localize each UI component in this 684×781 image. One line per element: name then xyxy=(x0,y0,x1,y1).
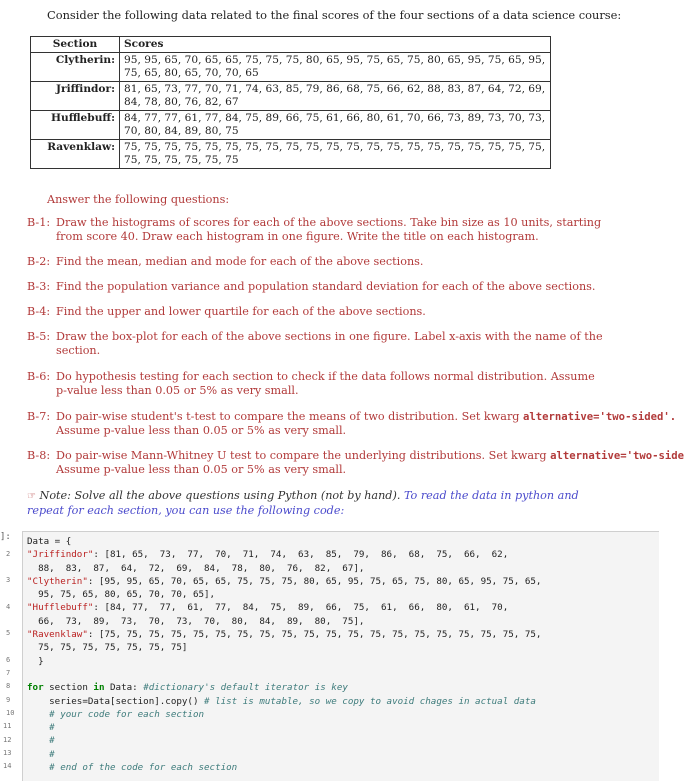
code-line: } xyxy=(27,655,44,667)
code-line xyxy=(27,668,541,681)
scores-cell: 81, 65, 73, 77, 70, 71, 74, 63, 85, 79, 86, 68, 75, 66, 62, 88, 83, 87, 64, 72, 69, 84, 78, 80, 76, 82, 67 xyxy=(120,82,551,111)
code-cell[interactable] xyxy=(22,531,659,781)
table-row xyxy=(31,53,551,82)
code-line: # end of the code for each section xyxy=(27,762,238,774)
scores-table xyxy=(30,36,551,169)
code-line: 95, 75, 65, 80, 65, 70, 70, 65], xyxy=(27,589,216,601)
table-row xyxy=(31,111,551,140)
code-line: 66, 73, 89, 73, 70, 73, 70, 80, 84, 89, 80, 75], xyxy=(27,615,365,627)
code-line: series=Data[section].copy() # list is mutable, so we copy to avoid chages in actual data xyxy=(27,695,536,707)
question-b6: B-6: Do hypothesis testing for each section to check if the data follows normal distribution. Assume p-value less than 0.05 or 5% as very small. xyxy=(27,370,595,397)
code-line: "Hufflebuff": [84, 77, 77, 61, 77, 84, 75, 89, 66, 75, 61, 66, 80, 61, 70, xyxy=(27,602,509,614)
code-line: # xyxy=(27,722,55,734)
table-row xyxy=(31,82,551,111)
scores-cell: 95, 95, 65, 70, 65, 65, 75, 75, 75, 80, 65, 95, 75, 65, 75, 80, 65, 95, 75, 65, 95, 75, 65, 80, 65, 70, 70, 65 xyxy=(120,53,551,82)
answer-heading: Answer the following questions: xyxy=(47,193,230,206)
header-scores: Scores xyxy=(120,37,551,53)
code-line: for section in Data: #dictionary's default iterator is key xyxy=(27,682,348,694)
code-line: 88, 83, 87, 64, 72, 69, 84, 78, 80, 76, 82, 67], xyxy=(27,562,365,574)
question-b8: B-8: Do pair-wise Mann-Whitney U test to compare the underlying distributions. Set kwarg alternative='two-side Assume p-value less than 0.05 or 5% as very small. xyxy=(27,449,684,476)
header-section: Section xyxy=(31,37,120,53)
code-line: # xyxy=(27,735,55,747)
code-line: "Ravenklaw": [75, 75, 75, 75, 75, 75, 75, 75, 75, 75, 75, 75, 75, 75, 75, 75, 75, 75, 75, 75, xyxy=(27,629,542,641)
question-b2: B-2: Find the mean, median and mode for each of the above sections. xyxy=(27,255,424,268)
code-line: # xyxy=(27,748,55,760)
code-line: Data = { xyxy=(27,536,72,547)
pointing-hand-icon: ☞ xyxy=(27,491,36,502)
note: ☞ Note: Solve all the above questions using Python (not by hand). To read the data in python and repeat for each section, you can use the following code: xyxy=(27,489,579,517)
problem-intro: Consider the following data related to the final scores of the four sections of a data science course: xyxy=(47,8,622,22)
table-row xyxy=(31,140,551,169)
kwarg-code: alternative='two-sided'. xyxy=(523,411,677,423)
section-name: Clytherin: xyxy=(31,53,120,82)
code-line: "Jriffindor": [81, 65, 73, 77, 70, 71, 74, 63, 85, 79, 86, 68, 75, 66, 62, xyxy=(27,549,509,561)
question-b4: B-4: Find the upper and lower quartile for each of the above sections. xyxy=(27,305,426,318)
code-line: "Clytherin": [95, 95, 65, 70, 65, 65, 75, 75, 75, 80, 65, 95, 75, 65, 75, 80, 65, 95, 75, 65, xyxy=(27,575,542,587)
scores-cell: 75, 75, 75, 75, 75, 75, 75, 75, 75, 75, 75, 75, 75, 75, 75, 75, 75, 75, 75, 75, 75, 75, 75, 75, 75, 75, 75 xyxy=(120,140,551,169)
code-editor[interactable] xyxy=(27,535,541,774)
section-name: Ravenklaw: xyxy=(31,140,120,169)
scores-cell: 84, 77, 77, 61, 77, 84, 75, 89, 66, 75, 61, 66, 80, 61, 70, 66, 73, 89, 73, 70, 73, 70, 80, 84, 89, 80, 75 xyxy=(120,111,551,140)
code-line: # your code for each section xyxy=(27,708,205,720)
question-b3: B-3: Find the population variance and population standard deviation for each of the above sections. xyxy=(27,280,596,293)
section-name: Jriffindor: xyxy=(31,82,120,111)
code-line: 75, 75, 75, 75, 75, 75, 75] xyxy=(27,642,188,654)
question-b7: B-7: Do pair-wise student's t-test to compare the means of two distribution. Set kwarg alternative='two-sided'. Assume p-value less than 0.05 or 5% as very small. xyxy=(27,410,677,437)
question-b5: B-5: Draw the box-plot for each of the above sections in one figure. Label x-axis with the name of the section. xyxy=(27,330,603,357)
cell-prompt: ]: xyxy=(0,532,11,542)
section-name: Hufflebuff: xyxy=(31,111,120,140)
question-b1: B-1: Draw the histograms of scores for each of the above sections. Take bin size as 10 units, starting from score 40. Draw each histogram in one figure. Write the title on each histogram. xyxy=(27,216,602,243)
kwarg-code: alternative='two-side xyxy=(550,450,684,462)
table-header-row xyxy=(31,37,551,53)
